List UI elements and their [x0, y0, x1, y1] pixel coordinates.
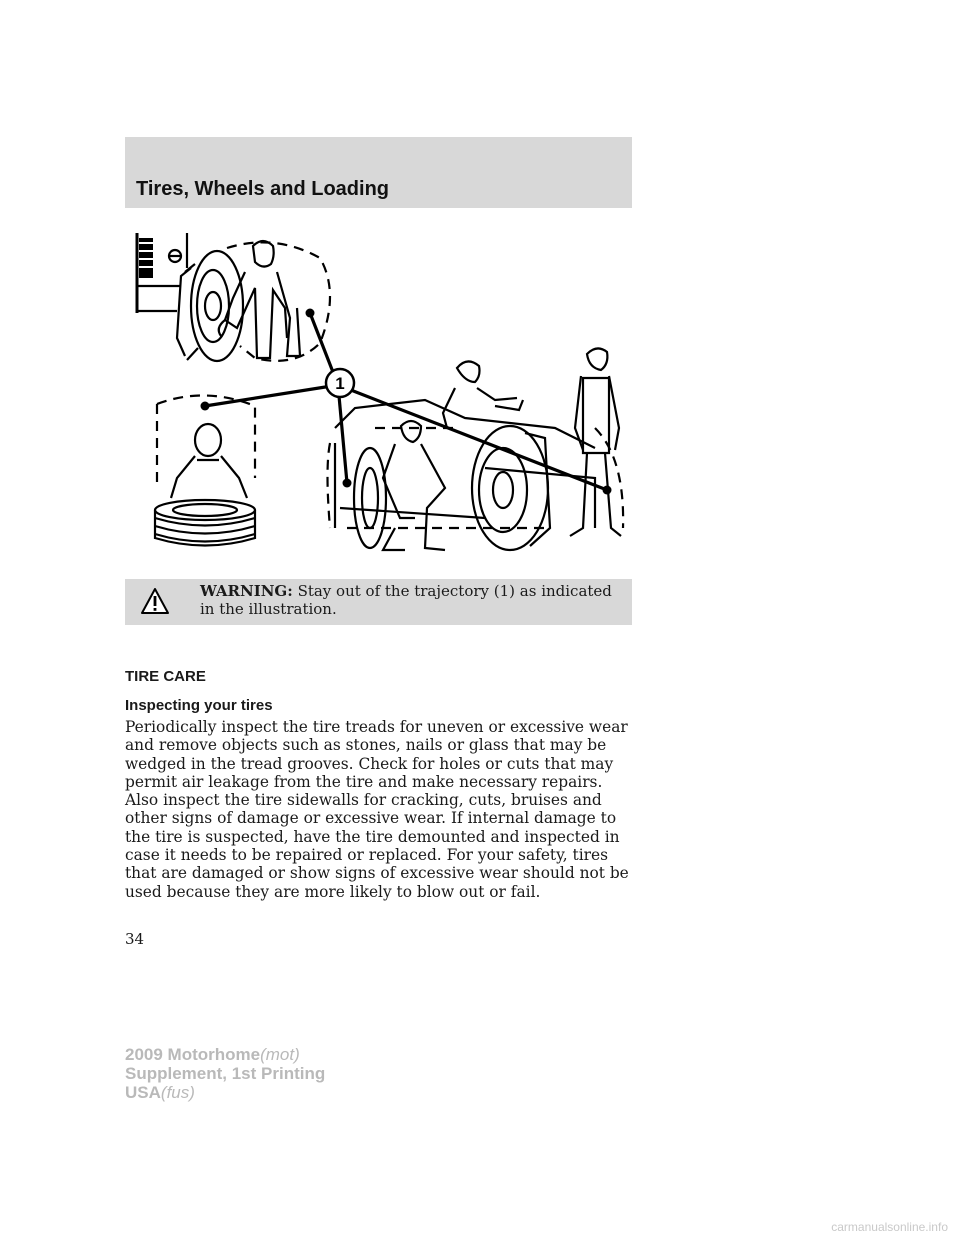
warning-message: Stay out of the trajectory (1) as indicated in the illustration. — [200, 582, 612, 618]
section-heading: TIRE CARE — [125, 668, 206, 685]
footer-printing: Supplement, 1st Printing — [125, 1064, 326, 1083]
page-title: Tires, Wheels and Loading — [136, 178, 390, 200]
warning-label: WARNING: — [200, 582, 293, 600]
page-number: 34 — [125, 930, 145, 948]
sub-heading: Inspecting your tires — [125, 697, 273, 714]
warning-triangle-icon — [140, 587, 170, 615]
watermark: carmanualsonline.info — [831, 1220, 948, 1234]
body-paragraph: Periodically inspect the tire treads for uneven or excessive wear and remove objects such as stones, nails or glass that may be wedged in the tread grooves. Check for holes or cuts that may permit air leakage from the tire and make necessary repairs. Also inspect the tire sidewalls for cracking, cuts, bruises and other signs of damage or excessive wear. If internal damage to the tire is suspected, have the tire demounted and inspected in case it needs to be repaired or replaced. For your safety, tires that are damaged or show signs of excessive wear should not be used because they are more likely to blow out or fail. — [125, 718, 629, 901]
warning-text — [200, 582, 620, 618]
footer-market-code: (fus) — [160, 1083, 195, 1102]
callout-label: 1 — [335, 374, 345, 393]
footer-model: 2009 Motorhome — [125, 1045, 261, 1064]
footer-model-code: (mot) — [260, 1045, 300, 1064]
footer-market: USA — [125, 1083, 161, 1102]
warning-box — [125, 579, 632, 625]
footer-imprint — [125, 1045, 325, 1102]
tire-safety-illustration — [125, 228, 632, 563]
